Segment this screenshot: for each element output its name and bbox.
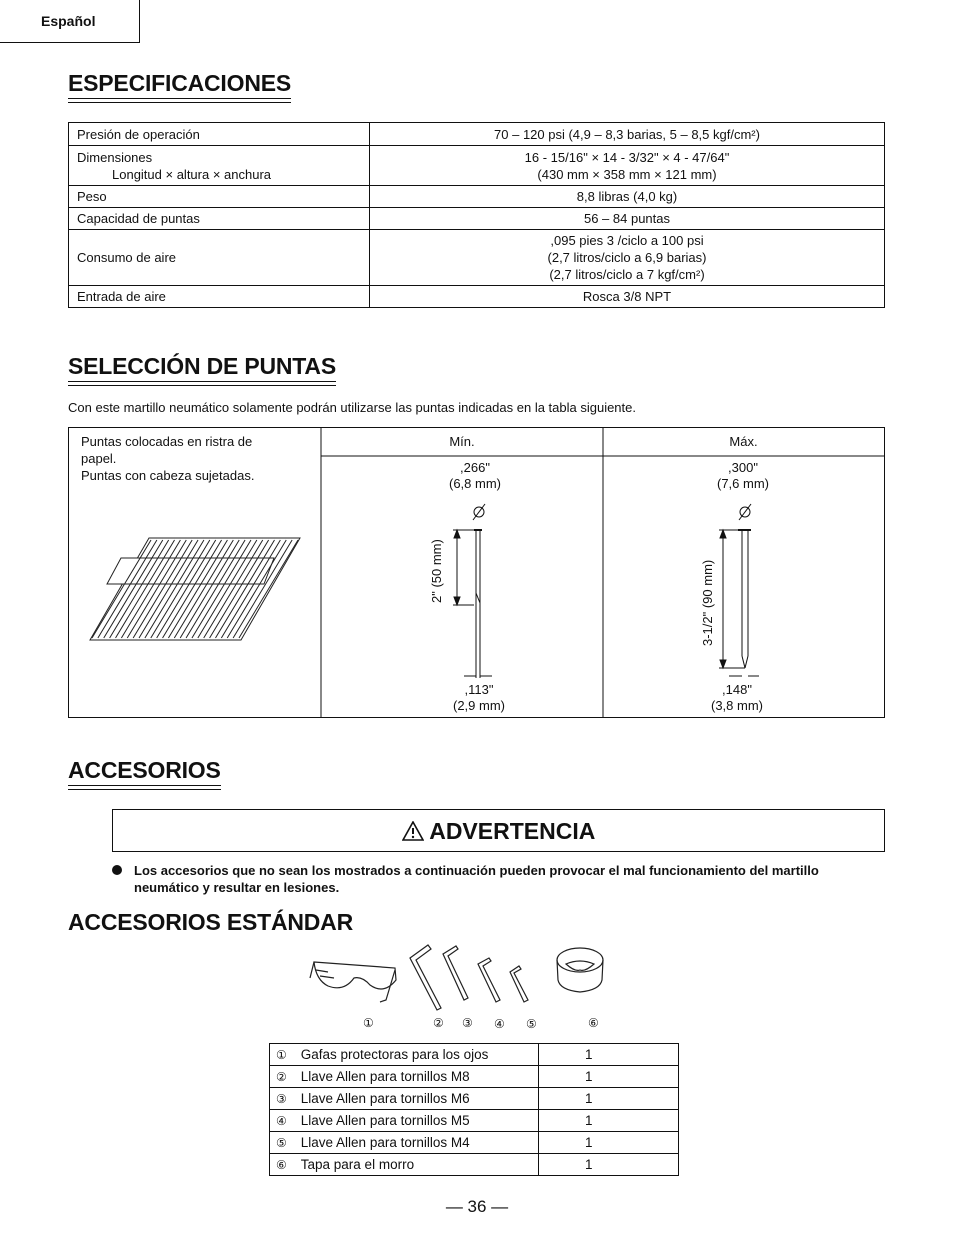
nose-cap-icon <box>557 948 603 992</box>
accessories-heading: ACCESORIOS <box>68 757 221 786</box>
table-row <box>69 146 885 186</box>
spec-value: 8,8 libras (4,0 kg) <box>370 186 885 208</box>
accessory-name: Llave Allen para tornillos M4 <box>300 1135 470 1150</box>
qty-value: 1 <box>585 1113 593 1128</box>
min-shank-dim <box>419 682 539 714</box>
spec-value: 56 – 84 puntas <box>370 208 885 230</box>
max-shank-mm: (3,8 mm) <box>711 698 763 713</box>
table-row <box>69 186 885 208</box>
standard-accessories-heading: ACCESORIOS ESTÁNDAR <box>68 909 354 935</box>
max-header: Máx. <box>729 434 758 449</box>
accessory-qty <box>539 1132 679 1154</box>
specs-heading: ESPECIFICACIONES <box>68 70 291 99</box>
spec-value: 70 – 120 psi (4,9 – 8,3 barias, 5 – 8,5 kgf/cm²) <box>370 123 885 146</box>
bullet-icon <box>112 862 124 880</box>
max-head-mm: (7,6 mm) <box>717 476 769 491</box>
language-tab: Español <box>0 0 140 43</box>
spec-label: Entrada de aire <box>69 286 370 308</box>
allen-key-m4-icon <box>510 966 528 1002</box>
accessory-name-cell <box>270 1110 539 1132</box>
min-head-dim <box>415 460 535 492</box>
spec-value-line: (430 mm × 358 mm × 121 mm) <box>537 166 717 182</box>
allen-key-m5-icon <box>478 958 500 1002</box>
safety-glasses-icon <box>310 962 396 1002</box>
spec-value <box>370 230 885 286</box>
accessory-number: ③ <box>276 1092 287 1106</box>
page-number: — 36 — <box>445 1197 509 1216</box>
warning-text-body: Los accesorios que no sean los mostrados a continuación pueden provocar el mal funcionamiento del martillo neumático y resultar en lesiones. <box>134 863 819 895</box>
accessory-number: ⑤ <box>276 1136 287 1150</box>
max-head-in: ,300" <box>728 460 758 475</box>
accessory-qty <box>539 1088 679 1110</box>
spec-value-line: (2,7 litros/ciclo a 7 kgf/cm²) <box>549 267 705 282</box>
nails-table <box>68 427 885 718</box>
max-shank-dim <box>677 682 797 714</box>
spec-value-line: ,095 pies 3 /ciclo a 100 psi <box>550 233 704 248</box>
table-row <box>270 1154 679 1176</box>
accessory-name-cell <box>270 1154 539 1176</box>
min-head-in: ,266" <box>460 460 490 475</box>
accessory-number: ⑥ <box>276 1158 287 1172</box>
nails-desc-line: Puntas colocadas en ristra de <box>81 434 253 449</box>
nails-intro: Con este martillo neumático solamente podrán utilizarse las puntas indicadas en la tabla siguiente. <box>68 400 636 415</box>
table-row <box>69 286 885 308</box>
accessories-table <box>269 1043 679 1176</box>
callout-6: ⑥ <box>588 1016 599 1030</box>
table-row <box>69 208 885 230</box>
max-head-dim <box>683 460 803 492</box>
specs-table <box>68 122 885 308</box>
min-header: Mín. <box>449 434 475 449</box>
accessory-name: Llave Allen para tornillos M6 <box>300 1091 470 1106</box>
accessories-illustration <box>300 940 620 1032</box>
spec-label-line: Longitud × altura × anchura <box>112 166 272 182</box>
nails-desc-line: Puntas con cabeza sujetadas. <box>81 468 255 483</box>
table-row <box>270 1044 679 1066</box>
max-nail-drawing <box>719 504 759 676</box>
spec-value <box>370 146 885 186</box>
accessory-qty <box>539 1066 679 1088</box>
accessory-qty <box>539 1154 679 1176</box>
min-shank-in: ,113" <box>464 682 494 697</box>
accessory-name: Tapa para el morro <box>300 1157 415 1172</box>
accessory-name-cell <box>270 1066 539 1088</box>
spec-label: Peso <box>69 186 370 208</box>
accessory-qty <box>539 1044 679 1066</box>
allen-key-m6-icon <box>443 946 468 1000</box>
callout-3: ③ <box>462 1016 473 1030</box>
max-shank-in: ,148" <box>722 682 752 697</box>
accessory-name: Gafas protectoras para los ojos <box>300 1047 489 1062</box>
accessory-name-cell <box>270 1044 539 1066</box>
qty-value: 1 <box>585 1091 593 1106</box>
spec-label: Capacidad de puntas <box>69 208 370 230</box>
spec-label <box>69 146 370 186</box>
table-row <box>270 1088 679 1110</box>
warning-title: ADVERTENCIA <box>429 818 596 844</box>
nails-desc-line: papel. <box>81 451 117 466</box>
accessory-name-cell <box>270 1132 539 1154</box>
allen-key-m8-icon <box>410 945 441 1010</box>
table-row <box>69 230 885 286</box>
qty-value: 1 <box>585 1157 593 1172</box>
callout-2: ② <box>433 1016 444 1030</box>
spec-value-line: 16 - 15/16" × 14 - 3/32" × 4 - 47/64" <box>524 149 730 165</box>
spec-label: Consumo de aire <box>69 230 370 286</box>
warning-box <box>112 809 885 852</box>
nails-description <box>81 433 254 484</box>
accessory-qty <box>539 1110 679 1132</box>
min-length: 2" (50 mm) <box>429 539 444 603</box>
min-shank-mm: (2,9 mm) <box>453 698 505 713</box>
accessory-name-cell <box>270 1088 539 1110</box>
table-row <box>270 1132 679 1154</box>
table-row <box>270 1066 679 1088</box>
warning-text <box>112 862 885 896</box>
spec-value-line: (2,7 litros/ciclo a 6,9 barias) <box>547 250 707 265</box>
callout-4: ④ <box>494 1017 505 1031</box>
table-row <box>69 123 885 146</box>
qty-value: 1 <box>585 1135 593 1150</box>
accessory-name: Llave Allen para tornillos M8 <box>300 1069 470 1084</box>
max-length: 3-1/2" (90 mm) <box>700 559 715 646</box>
min-nail-drawing <box>453 504 492 678</box>
spec-value: Rosca 3/8 NPT <box>370 286 885 308</box>
callout-1: ① <box>363 1016 374 1030</box>
spec-label: Presión de operación <box>69 123 370 146</box>
table-row <box>270 1110 679 1132</box>
accessory-number: ② <box>276 1070 287 1084</box>
accessory-number: ④ <box>276 1114 287 1128</box>
warning-triangle-icon <box>402 818 430 844</box>
accessory-number: ① <box>276 1048 287 1062</box>
min-head-mm: (6,8 mm) <box>449 476 501 491</box>
nails-heading: SELECCIÓN DE PUNTAS <box>68 353 336 382</box>
spec-label-line: Dimensiones <box>77 149 153 165</box>
accessory-name: Llave Allen para tornillos M5 <box>300 1113 470 1128</box>
qty-value: 1 <box>585 1069 593 1084</box>
qty-value: 1 <box>585 1047 593 1062</box>
callout-5: ⑤ <box>526 1017 537 1031</box>
nail-strip-illustration <box>90 538 300 640</box>
